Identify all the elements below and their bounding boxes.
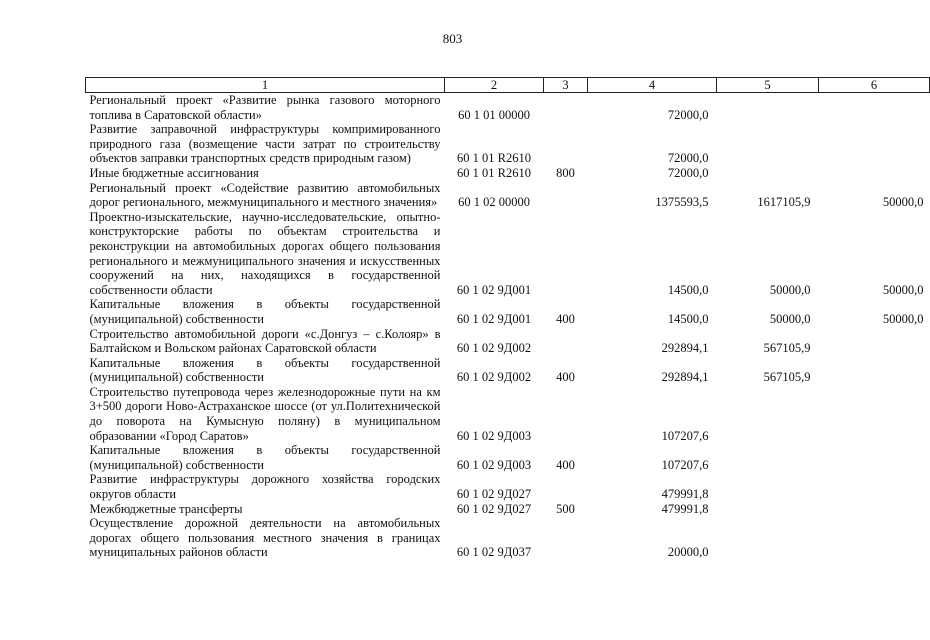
row-expense-type: [544, 122, 588, 166]
row-code: 60 1 02 9Д027: [456, 487, 532, 502]
row-value-1: 20000,0: [667, 545, 709, 560]
row-code: 60 1 02 9Д002: [456, 370, 532, 385]
row-expense-type: 400: [556, 457, 575, 472]
row-code: 60 1 02 00000: [458, 195, 530, 210]
row-value-1: 479991,8: [661, 487, 709, 502]
row-expense-type: [544, 181, 588, 210]
column-header-3: 3: [544, 78, 588, 93]
row-value-2: [717, 93, 819, 123]
table-row: [86, 472, 930, 501]
row-value-3: [819, 472, 930, 501]
row-value-1: 14500,0: [667, 282, 709, 297]
row-value-2: [717, 502, 819, 517]
row-value-1: 107207,6: [661, 457, 709, 472]
row-value-3: [819, 166, 930, 181]
table-row: [86, 502, 930, 517]
row-value-3: 50000,0: [882, 311, 924, 326]
row-code: 60 1 02 9Д001: [456, 311, 532, 326]
row-code: 60 1 02 9Д003: [456, 457, 532, 472]
row-name: Межбюджетные трансферты: [89, 501, 243, 516]
row-expense-type: [544, 93, 588, 123]
row-code: 60 1 01 00000: [458, 107, 530, 122]
table-row: [86, 297, 930, 326]
column-header-2: 2: [445, 78, 544, 93]
column-header-6: 6: [819, 78, 930, 93]
row-value-3: [819, 443, 930, 472]
row-name: Региональный проект «Содействие развитию автомобильных дорог регионального, межмуниципального и местного значения»: [89, 180, 441, 210]
row-expense-type: 500: [556, 501, 575, 516]
row-value-1: 72000,0: [667, 107, 709, 122]
column-header-5: 5: [717, 78, 819, 93]
row-expense-type: [544, 210, 588, 298]
row-value-3: [819, 327, 930, 356]
row-value-2: 1617105,9: [757, 195, 811, 210]
row-name: Капитальные вложения в объекты государственной (муниципальной) собственности: [89, 355, 441, 385]
table-row: [86, 210, 930, 298]
row-value-3: [819, 122, 930, 166]
row-value-2: 567105,9: [763, 341, 811, 356]
row-name: Строительство автомобильной дороги «с.Донгуз – с.Колояр» в Балтайском и Вольском районах Саратовской области: [89, 326, 441, 356]
row-value-1: 72000,0: [667, 151, 709, 166]
table-row: [86, 122, 930, 166]
row-value-1: 479991,8: [661, 501, 709, 516]
row-name: Капитальные вложения в объекты государственной (муниципальной) собственности: [89, 443, 441, 472]
row-value-2: 50000,0: [769, 311, 811, 326]
table-row: [86, 443, 930, 472]
row-code: 60 1 02 9Д027: [456, 501, 532, 516]
table-row: [86, 166, 930, 181]
row-expense-type: 400: [556, 370, 575, 385]
row-value-3: [819, 502, 930, 517]
row-expense-type: 800: [556, 165, 575, 180]
row-value-2: [717, 443, 819, 472]
budget-table: [85, 77, 930, 560]
row-value-1: 292894,1: [661, 370, 709, 385]
row-name: Осуществление дорожной деятельности на автомобильных дорогах общего пользования местного значения в границах муниципальных районов области: [89, 516, 441, 560]
row-value-2: 567105,9: [763, 370, 811, 385]
column-header-4: 4: [588, 78, 717, 93]
row-value-2: [717, 166, 819, 181]
table-header-row: [86, 78, 930, 93]
table-row: [86, 385, 930, 443]
row-expense-type: [544, 472, 588, 501]
table-row: [86, 516, 930, 560]
row-name: Проектно-изыскательские, научно-исследовательские, опытно-конструкторские работы по объектам строительства и реконструкции на автомобильных дорогах общего пользования регионального и межмуниципального значения и искусственных сооружений на них, находящихся в государственной собственности области: [89, 209, 441, 297]
row-code: 60 1 02 9Д001: [456, 282, 532, 297]
row-name: Строительство путепровода через железнодорожные пути на км 3+500 дороги Ново-Астраханское шоссе (от ул.Политехнической до поворота на Кумысную поляну) в муниципальном образовании «Город Саратов»: [89, 384, 441, 443]
row-value-3: [819, 516, 930, 560]
table-row: [86, 181, 930, 210]
row-code: 60 1 02 9Д003: [456, 428, 532, 443]
row-code: 60 1 01 R2610: [457, 165, 531, 180]
row-expense-type: [544, 516, 588, 560]
row-code: 60 1 01 R2610: [457, 151, 531, 166]
page-number: 803: [442, 31, 463, 46]
row-name: Развитие инфраструктуры дорожного хозяйства городских округов области: [89, 472, 441, 502]
row-value-1: 72000,0: [667, 165, 709, 180]
row-value-3: 50000,0: [882, 195, 924, 210]
row-code: 60 1 02 9Д002: [456, 341, 532, 356]
row-value-1: 107207,6: [661, 428, 709, 443]
row-name: Развитие заправочной инфраструктуры компримированного природного газа (возмещение части затрат по строительству объектов заправки транспортных средств природным газом): [89, 122, 441, 166]
table-row: [86, 356, 930, 385]
row-value-3: [819, 356, 930, 385]
row-name: Региональный проект «Развитие рынка газового моторного топлива в Саратовской области»: [89, 93, 441, 122]
row-expense-type: 400: [556, 311, 575, 326]
row-name: Капитальные вложения в объекты государственной (муниципальной) собственности: [89, 297, 441, 326]
row-value-3: 50000,0: [882, 282, 924, 297]
column-header-1: 1: [86, 78, 445, 93]
row-expense-type: [544, 385, 588, 443]
row-value-2: [717, 122, 819, 166]
row-value-2: [717, 385, 819, 443]
row-name: Иные бюджетные ассигнования: [89, 165, 259, 180]
row-value-3: [819, 93, 930, 123]
row-value-1: 292894,1: [661, 341, 709, 356]
row-code: 60 1 02 9Д037: [456, 545, 532, 560]
table-row: [86, 327, 930, 356]
row-value-3: [819, 385, 930, 443]
row-value-2: [717, 516, 819, 560]
row-value-1: 1375593,5: [655, 195, 709, 210]
row-value-2: 50000,0: [769, 282, 811, 297]
table-row: [86, 93, 930, 123]
row-expense-type: [544, 327, 588, 356]
row-value-1: 14500,0: [667, 311, 709, 326]
row-value-2: [717, 472, 819, 501]
